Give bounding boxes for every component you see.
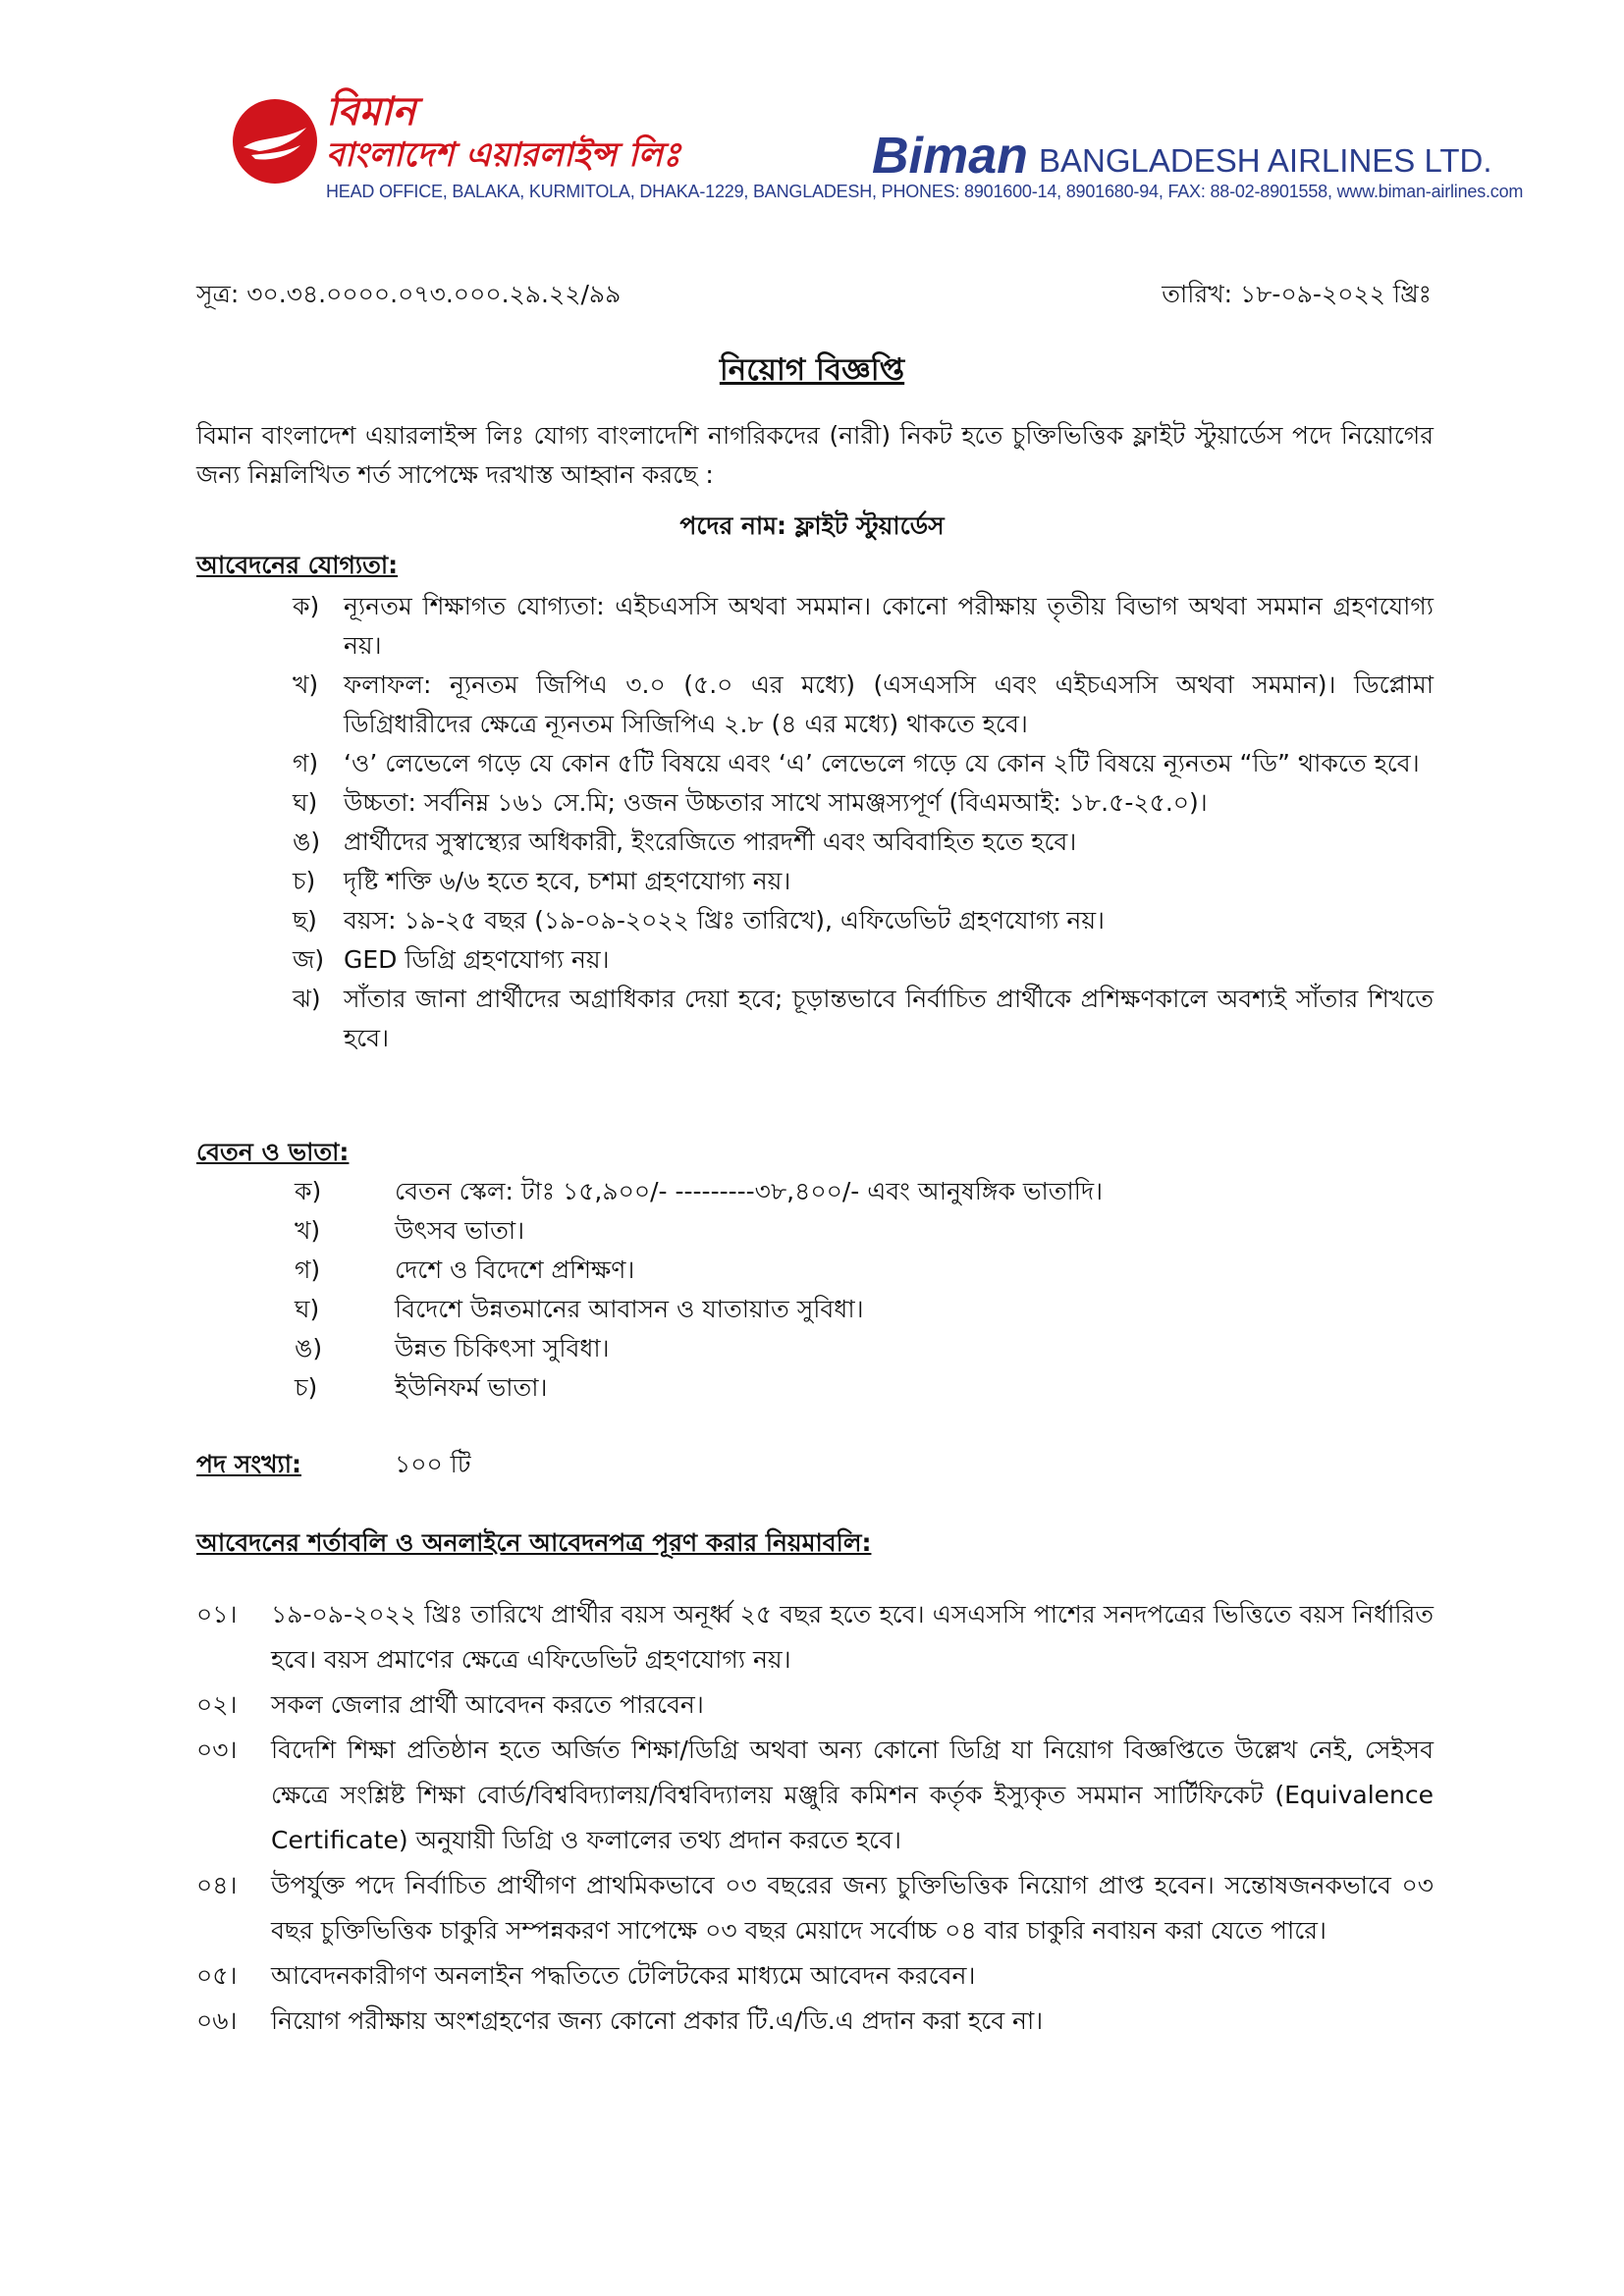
rules-list <box>196 1592 1434 2044</box>
item-text: ‘ও’ লেভেলে গড়ে যে কোন ৫টি বিষয়ে এবং ‘এ’ লেভেলে গড়ে যে কোন ২টি বিষয়ে ন্যূনতম “ডি” থাকতে হবে। <box>344 749 1420 777</box>
letterhead <box>232 89 1524 208</box>
item-marker: ঙ) <box>293 828 321 856</box>
brand-bengali-line2: বাংলাদেশ এয়ারলাইন্স লিঃ <box>326 135 681 175</box>
list-item <box>295 1251 1276 1290</box>
list-item <box>196 1682 1434 1728</box>
brand-english-subtitle: BANGLADESH AIRLINES LTD. <box>1039 142 1492 179</box>
item-marker: জ) <box>293 945 325 974</box>
item-text: ফলাফল: ন্যূনতম জিপিএ ৩.০ (৫.০ এর মধ্যে) (এসএসসি এবং এইচএসসি অথবা সমমান)। ডিপ্লোমা ডিগ্রিধারীদের ক্ষেত্রে ন্যূনতম সিজিপিএ ২.৮ (৪ এর মধ্যে) থাকতে হবে। <box>344 670 1434 738</box>
item-text: ইউনিফর্ম ভাতা। <box>395 1373 548 1402</box>
list-item <box>295 1329 1276 1368</box>
item-text: উৎসব ভাতা। <box>395 1216 525 1245</box>
item-marker: ঘ) <box>295 1295 320 1323</box>
qualification-list <box>293 587 1434 1058</box>
reference-number: সূত্র: ৩০.৩৪.০০০০.০৭৩.০০০.২৯.২২/৯৯ <box>196 280 622 308</box>
page-title: নিয়োগ বিজ্ঞপ্তি <box>719 352 905 388</box>
list-item <box>196 1592 1434 1682</box>
biman-logo-icon <box>232 98 318 185</box>
intro-paragraph: বিমান বাংলাদেশ এয়ারলাইন্স লিঃ যোগ্য বাংলাদেশি নাগরিকদের (নারী) নিকট হতে চুক্তিভিত্তিক ফ্লাইট স্টুয়ার্ডেস পদে নিয়োগের জন্য নিম্নলিখিত শর্ত সাপেক্ষে দরখাস্ত আহ্বান করছে : <box>196 421 1434 489</box>
item-marker: ক) <box>293 592 320 620</box>
item-text: নিয়োগ পরীক্ষায় অংশগ্রহণের জন্য কোনো প্রকার টি.এ/ডি.এ প্রদান করা হবে না। <box>271 2006 1044 2035</box>
item-marker: ০৩। <box>196 1735 238 1764</box>
qualification-heading: আবেদনের যোগ্যতা: <box>196 551 399 579</box>
posts-label: পদ সংখ্যা: <box>196 1450 301 1478</box>
item-marker: ঘ) <box>293 788 318 817</box>
item-text: প্রার্থীদের সুস্বাস্থ্যের অধিকারী, ইংরেজিতে পারদর্শী এবং অবিবাহিত হতে হবে। <box>344 828 1077 856</box>
item-text: সাঁতার জানা প্রার্থীদের অগ্রাধিকার দেয়া হবে; চূড়ান্তভাবে নির্বাচিত প্রার্থীকে প্রশিক্ষণকালে অবশ্যই সাঁতার শিখতে হবে। <box>344 985 1434 1052</box>
head-office-address: HEAD OFFICE, BALAKA, KURMITOLA, DHAKA-1229, BANGLADESH, PHONES: 8901600-14, 8901680-94, FAX: 88-02-8901558, www.biman-airlines.com <box>326 182 1524 201</box>
list-item <box>196 1953 1434 1999</box>
item-marker: ০৪। <box>196 1871 238 1899</box>
list-item <box>293 901 1434 940</box>
item-marker: গ) <box>295 1255 321 1284</box>
item-marker: ঙ) <box>295 1334 323 1362</box>
item-marker: ০৫। <box>196 1961 238 1990</box>
list-item <box>196 1728 1434 1863</box>
list-item <box>293 744 1434 783</box>
item-text: বিদেশে উন্নতমানের আবাসন ও যাতায়াত সুবিধা। <box>395 1295 864 1323</box>
salary-list <box>295 1172 1276 1408</box>
item-marker: খ) <box>293 670 319 699</box>
item-text: বিদেশি শিক্ষা প্রতিষ্ঠান হতে অর্জিত শিক্ষা/ডিগ্রি অথবা অন্য কোনো ডিগ্রি যা নিয়োগ বিজ্ঞপ্তিতে উল্লেখ নেই, সেইসব ক্ষেত্রে সংশ্লিষ্ট শিক্ষা বোর্ড/বিশ্ববিদ্যালয়/বিশ্ববিদ্যালয় মঞ্জুরি কমিশন কর্তৃক ইস্যুকৃত সমমান সার্টিফিকেট (Equivalence Certificate) অনুযায়ী ডিগ্রি ও ফলালের তথ্য প্রদান করতে হবে। <box>271 1735 1434 1854</box>
item-marker: ক) <box>295 1177 322 1205</box>
item-text: উচ্চতা: সর্বনিম্ন ১৬১ সে.মি; ওজন উচ্চতার সাথে সামঞ্জস্যপূর্ণ (বিএমআই: ১৮.৫-২৫.০)। <box>344 788 1208 817</box>
list-item <box>295 1211 1276 1251</box>
item-marker: ০১। <box>196 1600 238 1629</box>
list-item <box>295 1290 1276 1329</box>
salary-heading: বেতন ও ভাতা: <box>196 1138 350 1166</box>
item-marker: ছ) <box>293 906 317 934</box>
item-text: উন্নত চিকিৎসা সুবিধা। <box>395 1334 610 1362</box>
item-marker: খ) <box>295 1216 321 1245</box>
item-marker: ০২। <box>196 1690 238 1719</box>
item-text: GED ডিগ্রি গ্রহণযোগ্য নয়। <box>344 945 610 974</box>
list-item <box>295 1172 1276 1211</box>
list-item <box>293 783 1434 823</box>
item-marker: চ) <box>293 867 316 895</box>
item-text: বেতন স্কেল: টাঃ ১৫,৯০০/- ---------৩৮,৪০০/- এবং আনুষঙ্গিক ভাতাদি। <box>395 1177 1104 1205</box>
posts-value: ১০০ টি <box>395 1450 471 1478</box>
item-marker: গ) <box>293 749 319 777</box>
item-text: বয়স: ১৯-২৫ বছর (১৯-০৯-২০২২ খ্রিঃ তারিখে), এফিডেভিট গ্রহণযোগ্য নয়। <box>344 906 1105 934</box>
item-text: দেশে ও বিদেশে প্রশিক্ষণ। <box>395 1255 635 1284</box>
item-text: উপর্যুক্ত পদে নির্বাচিত প্রার্থীগণ প্রাথমিকভাবে ০৩ বছরের জন্য চুক্তিভিত্তিক নিয়োগ প্রাপ্ত হবেন। সন্তোষজনকভাবে ০৩ বছর চুক্তিভিত্তিক চাকুরি সম্পন্নকরণ সাপেক্ষে ০৩ বছর মেয়াদে সর্বোচ্চ ০৪ বার চাকুরি নবায়ন করা যেতে পারে। <box>271 1871 1434 1945</box>
list-item <box>293 940 1434 980</box>
item-text: ১৯-০৯-২০২২ খ্রিঃ তারিখে প্রার্থীর বয়স অনূর্ধ্ব ২৫ বছর হতে হবে। এসএসসি পাশের সনদপত্রের ভিত্তিতে বয়স নির্ধারিত হবে। বয়স প্রমাণের ক্ষেত্রে এফিডেভিট গ্রহণযোগ্য নয়। <box>271 1600 1434 1674</box>
notice-date: তারিখ: ১৮-০৯-২০২২ খ্রিঃ <box>1162 280 1432 308</box>
list-item <box>293 980 1434 1058</box>
item-marker: ০৬। <box>196 2006 238 2035</box>
list-item <box>196 1863 1434 1953</box>
rules-heading: আবেদনের শর্তাবলি ও অনলাইনে আবেদনপত্র পূরণ করার নিয়মাবলি: <box>196 1528 872 1557</box>
item-marker: ঝ) <box>293 985 321 1013</box>
item-text: দৃষ্টি শক্তি ৬/৬ হতে হবে, চশমা গ্রহণযোগ্য নয়। <box>344 867 791 895</box>
item-text: আবেদনকারীগণ অনলাইন পদ্ধতিতে টেলিটকের মাধ্যমে আবেদন করবেন। <box>271 1961 976 1990</box>
item-marker: চ) <box>295 1373 318 1402</box>
list-item <box>293 666 1434 744</box>
brand-english: Biman <box>872 128 1028 185</box>
item-text: ন্যূনতম শিক্ষাগত যোগ্যতা: এইচএসসি অথবা সমমান। কোনো পরীক্ষায় তৃতীয় বিভাগ অথবা সমমান গ্রহণযোগ্য নয়। <box>344 592 1434 660</box>
list-item <box>196 1999 1434 2044</box>
brand-bengali-line1: বিমান <box>326 89 416 134</box>
item-text: সকল জেলার প্রার্থী আবেদন করতে পারবেন। <box>271 1690 704 1719</box>
list-item <box>293 862 1434 901</box>
list-item <box>293 587 1434 666</box>
list-item <box>293 823 1434 862</box>
list-item <box>295 1368 1276 1408</box>
post-name: পদের নাম: ফ্লাইট স্টুয়ার্ডেস <box>679 511 945 540</box>
